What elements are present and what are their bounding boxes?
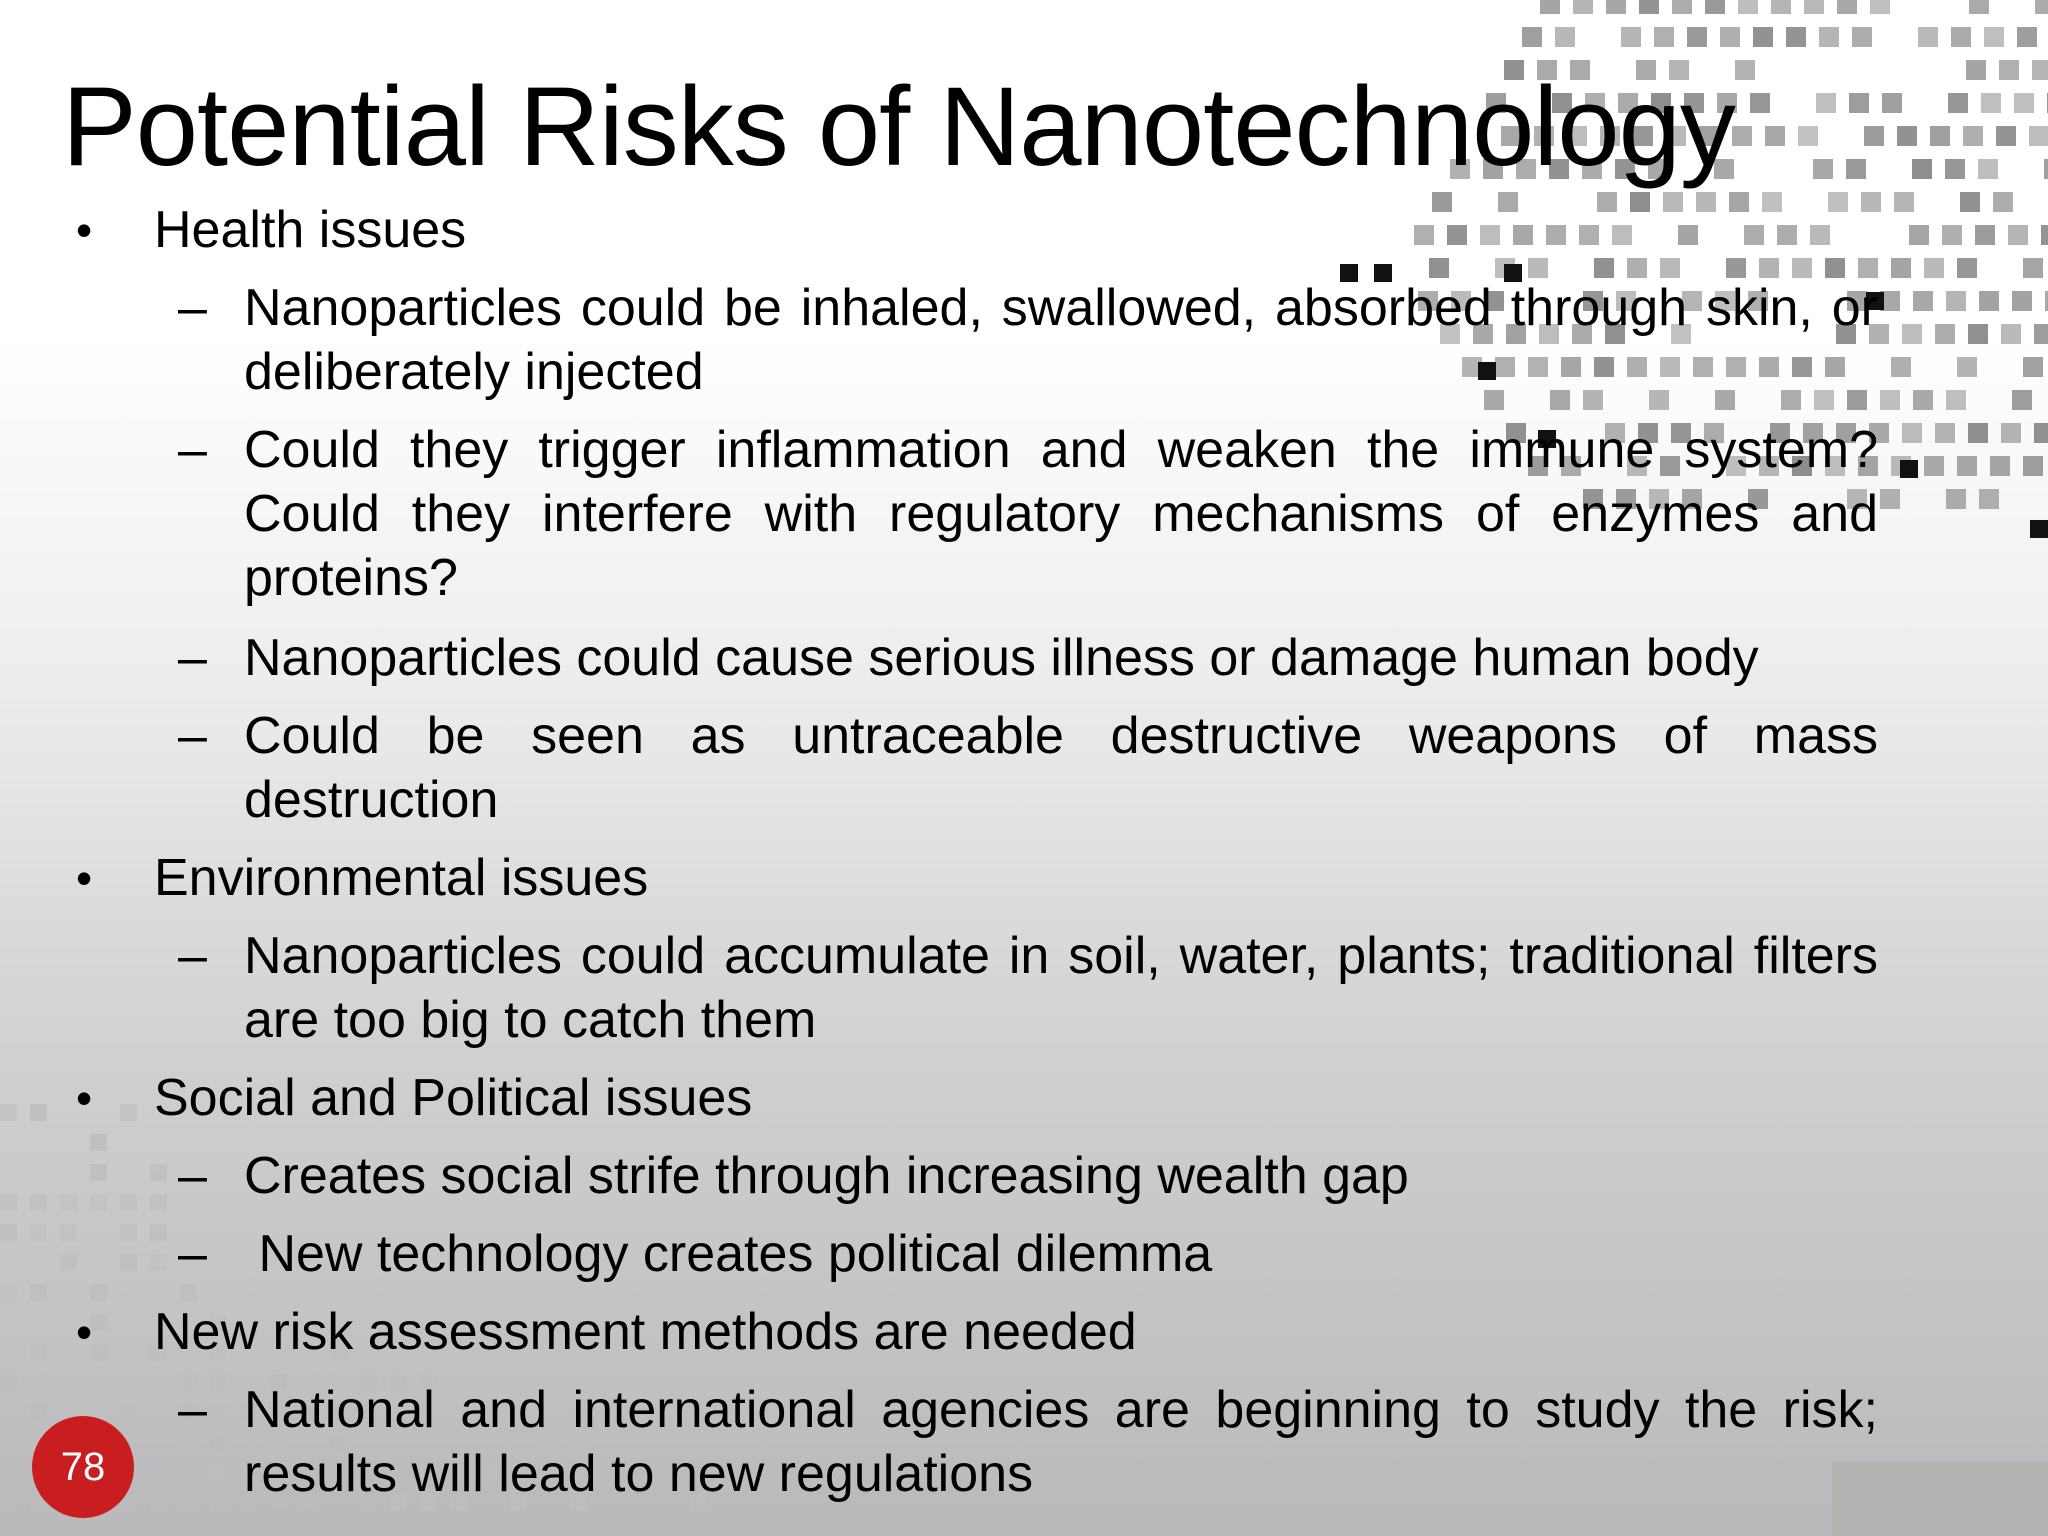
bullet-marker: • [76,1306,93,1358]
sub-item: Nanoparticles could cause serious illness or damage human body [244,629,1759,687]
sub-item: Could they trigger inflammation and weaken the immune system? Could they interfere with regulatory mechanisms of enzymes and proteins? [244,421,1878,607]
dash-marker: – [178,1381,207,1439]
dash-marker: – [178,421,207,479]
dash-marker: – [178,1147,207,1205]
list-item-health: Health issues [154,201,467,259]
slide-title: Potential Risks of Nanotechnology [62,64,1735,189]
dash-marker: – [178,279,207,337]
sub-item: New technology creates political dilemma [244,1225,1213,1283]
slide-number-badge: 78 [32,1416,134,1518]
dash-marker: – [178,927,207,985]
bullet-marker: • [76,204,93,256]
list-item-social-political: Social and Political issues [154,1069,753,1127]
sub-item: Could be seen as untraceable destructive weapons of mass destruction [244,707,1878,829]
dash-marker: – [178,1225,207,1283]
list-item-risk-assessment: New risk assessment methods are needed [154,1303,1137,1361]
sub-item: Nanoparticles could accumulate in soil, water, plants; traditional filters are too big to catch them [244,927,1878,1049]
dash-marker: – [178,629,207,687]
sub-item: Creates social strife through increasing wealth gap [244,1147,1409,1205]
sub-item: National and international agencies are beginning to study the risk; results will lead to new regulations [244,1381,1878,1503]
sub-item: Nanoparticles could be inhaled, swallowed, absorbed through skin, or deliberately injected [244,279,1878,401]
bullet-marker: • [76,1072,93,1124]
list-item-environmental: Environmental issues [154,849,649,907]
dash-marker: – [178,707,207,765]
bullet-marker: • [76,852,93,904]
